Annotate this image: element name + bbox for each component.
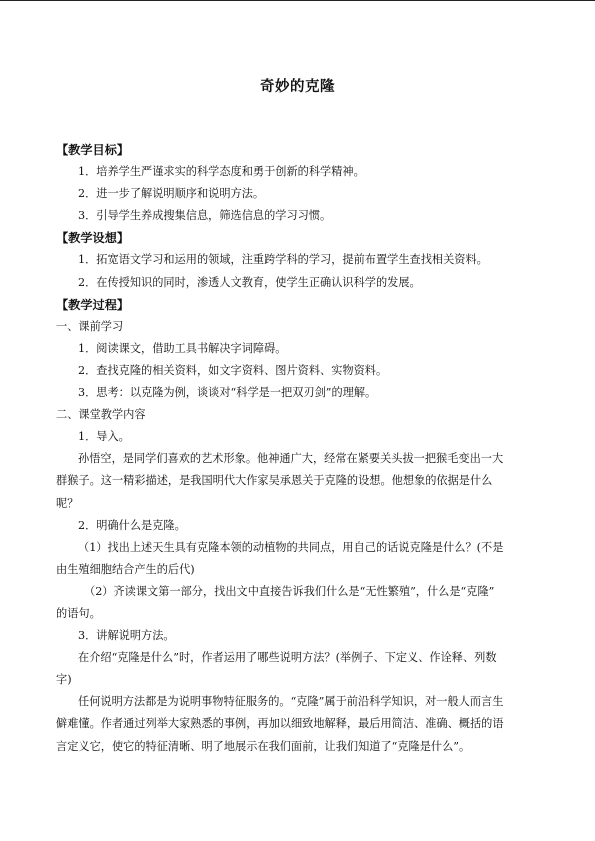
document-title: 奇妙的克隆 xyxy=(260,79,335,95)
text-line: 在介绍“克隆是什么”时，作者运用了哪些说明方法？(举例子、下定义、作诠释、列数 xyxy=(78,651,497,665)
text-line: 任何说明方法都是为说明事物特征服务的。“克隆”属于前沿科学知识，对一般人而言生 xyxy=(78,695,504,709)
text-line: （2）齐读课文第一部分，找出文中直接告诉我们什么是“无性繁殖”，什么是“克隆” xyxy=(84,584,495,598)
text-line: 一、课前学习 xyxy=(56,319,124,333)
text-line: 2．进一步了解说明顺序和说明方法。 xyxy=(78,187,265,201)
text-line: 1．导入。 xyxy=(78,430,130,444)
text-line: 2．在传授知识的同时，渗透人文教育，使学生正确认识科学的发展。 xyxy=(78,275,421,289)
text-line: 2．明确什么是克隆。 xyxy=(78,518,186,532)
text-line: 呢？ xyxy=(56,496,79,510)
text-line: 1．培养学生严谨求实的科学态度和勇于创新的科学精神。 xyxy=(78,165,365,179)
top-border-line xyxy=(0,0,595,1)
text-line: 字) xyxy=(56,673,72,687)
text-line: 的语句。 xyxy=(56,606,101,620)
text-line: 3．引导学生养成搜集信息，筛选信息的学习习惯。 xyxy=(78,209,332,223)
section-heading: 【教学目标】 xyxy=(56,143,130,157)
text-line: 3．讲解说明方法。 xyxy=(78,629,175,643)
text-line: 言定义它，使它的特征清晰、明了地展示在我们面前，让我们知道了“克隆是什么”。 xyxy=(56,739,471,753)
text-line: 1．阅读课文，借助工具书解决字词障碍。 xyxy=(78,341,287,355)
section-heading: 【教学设想】 xyxy=(56,231,130,246)
text-line: 3．思考：以克隆为例，谈谈对“科学是一把双刃剑”的理解。 xyxy=(78,386,377,400)
text-line: 群猴子。这一精彩描述，是我国明代大作家吴承恩关于克隆的设想。他想象的依据是什么 xyxy=(56,474,493,488)
text-line: 1．拓宽语文学习和运用的领域，注重跨学科的学习，提前布置学生查找相关资料。 xyxy=(78,253,488,267)
text-line: 二、课堂教学内容 xyxy=(56,408,146,422)
text-line: 2．查找克隆的相关资料，如文字资料、图片资料、实物资料。 xyxy=(78,363,388,377)
section-heading: 【教学过程】 xyxy=(56,297,130,312)
text-line: 孙悟空，是同学们喜欢的艺术形象。他神通广大，经常在紧要关头拔一把猴毛变出一大 xyxy=(78,452,504,466)
text-line: 由生殖细胞结合产生的后代) xyxy=(56,562,195,576)
text-line: 僻难懂。作者通过列举大家熟悉的事例，再加以细致地解释，最后用简洁、准确、概括的语 xyxy=(56,717,504,731)
document-body xyxy=(56,139,539,758)
text-line: （1）找出上述天生具有克隆本领的动植物的共同点，用自己的话说克隆是什么？(不是 xyxy=(78,540,504,554)
